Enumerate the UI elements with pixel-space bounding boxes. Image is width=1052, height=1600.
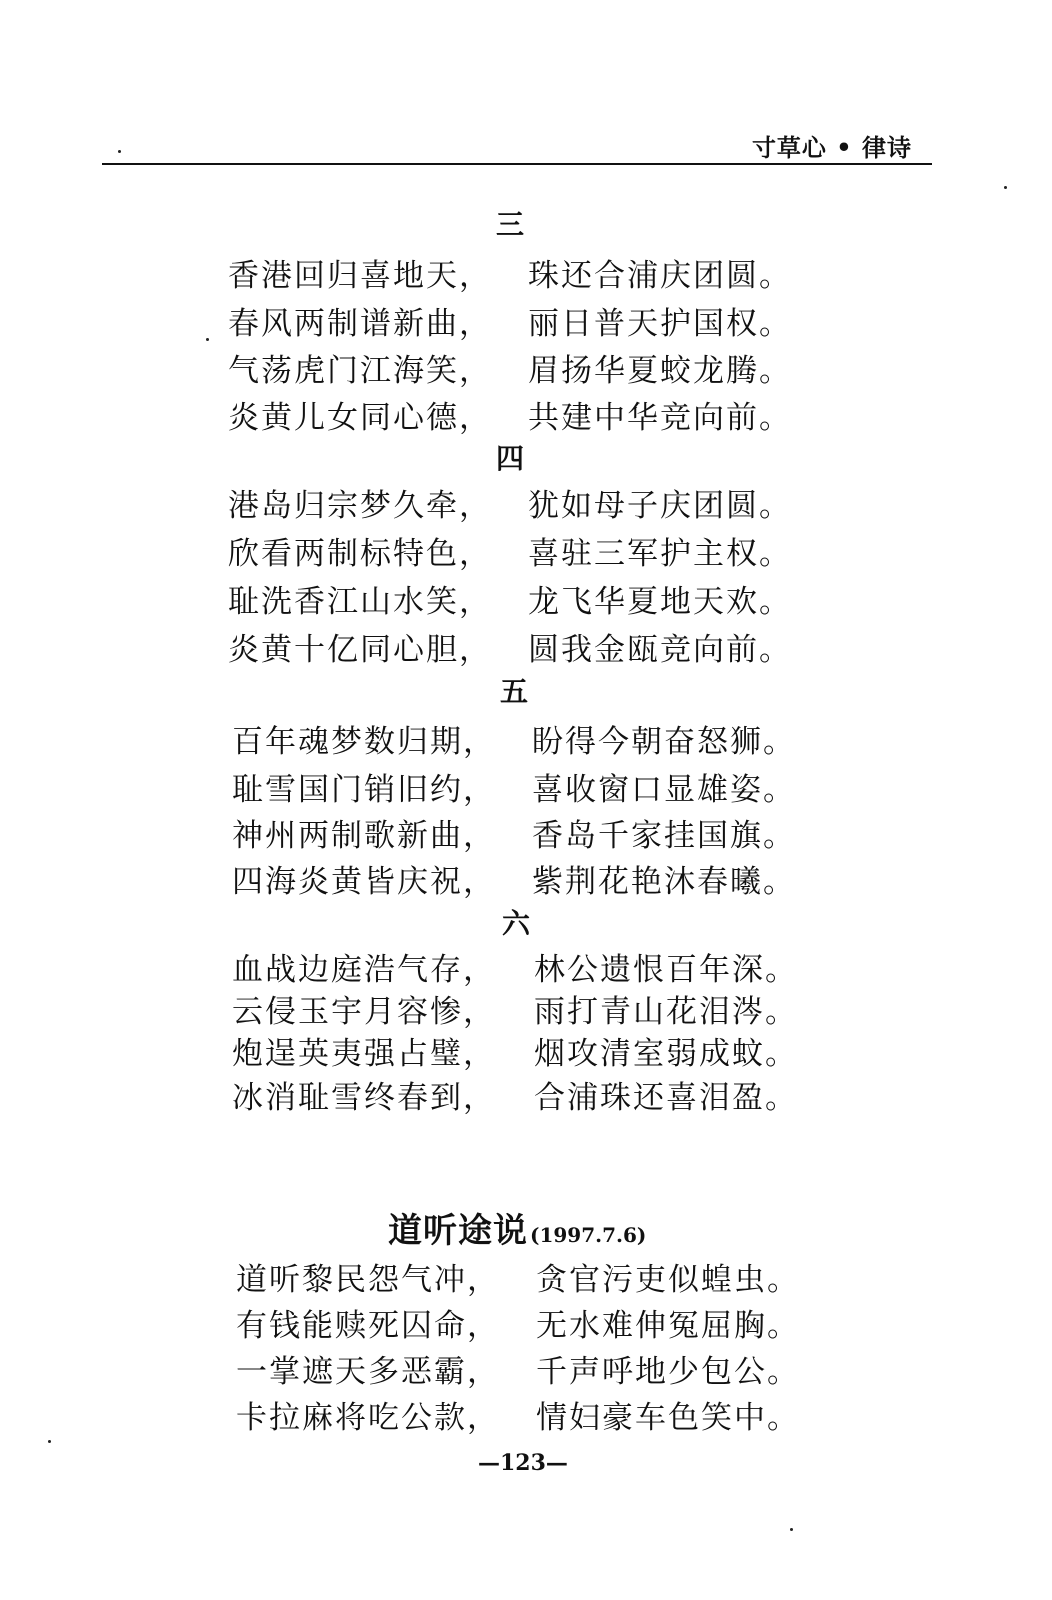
verse-left: 道听黎民怨气冲， <box>236 1262 500 1298</box>
scan-speck <box>790 1528 793 1531</box>
scan-speck <box>1004 186 1007 189</box>
verse-right: 香岛千家挂国旗。 <box>532 818 796 854</box>
verse-left: 欣看两制标特色， <box>228 536 492 572</box>
verse-left: 春风两制谱新曲， <box>228 306 492 342</box>
verse-left: 香港回归喜地天， <box>228 258 492 294</box>
scan-speck <box>206 338 209 341</box>
verse-right: 合浦珠还喜泪盈。 <box>534 1080 798 1116</box>
verse-right: 烟攻清室弱成蚊。 <box>534 1036 798 1072</box>
verse-right: 无水难伸冤屈胸。 <box>536 1308 800 1344</box>
section-number: 四 <box>495 442 524 475</box>
verse-left: 有钱能赎死囚命， <box>236 1308 500 1344</box>
poem-title <box>388 1203 646 1252</box>
verse-right: 圆我金瓯竞向前。 <box>528 632 792 668</box>
poem-date: (1997.7.6) <box>530 1223 647 1247</box>
verse-right: 珠还合浦庆团圆。 <box>528 258 792 294</box>
verse-left: 百年魂梦数归期， <box>232 724 496 760</box>
verse-right: 千声呼地少包公。 <box>536 1354 800 1390</box>
verse-right: 紫荆花艳沐春曦。 <box>532 864 796 900</box>
verse-right: 盼得今朝奋怒狮。 <box>532 724 796 760</box>
verse-left: 四海炎黄皆庆祝， <box>232 864 496 900</box>
verse-right: 喜收窗口显雄姿。 <box>532 772 796 808</box>
verse-right: 雨打青山花泪涔。 <box>534 994 798 1030</box>
page-number: —123— <box>478 1450 568 1476</box>
verse-left: 气荡虎门江海笑， <box>228 353 492 389</box>
verse-right: 龙飞华夏地天欢。 <box>528 584 792 620</box>
verse-right: 丽日普天护国权。 <box>528 306 792 342</box>
verse-left: 耻雪国门销旧约， <box>232 772 496 808</box>
scan-speck <box>118 150 121 153</box>
verse-left: 血战边庭浩气存， <box>232 952 496 988</box>
verse-right: 贪官污吏似蝗虫。 <box>536 1262 800 1298</box>
verse-left: 耻洗香江山水笑， <box>228 584 492 620</box>
header-rule <box>102 163 932 165</box>
verse-left: 港岛归宗梦久牵， <box>228 488 492 524</box>
verse-left: 炮逞英夷强占璧， <box>232 1036 496 1072</box>
running-header-title: 寸草心 • 律诗 <box>751 133 912 162</box>
section-number: 五 <box>499 675 528 708</box>
verse-left: 炎黄十亿同心胆， <box>228 632 492 668</box>
verse-right: 共建中华竞向前。 <box>528 400 792 436</box>
verse-left: 冰消耻雪终春到， <box>232 1080 496 1116</box>
verse-left: 云侵玉宇月容惨， <box>232 994 496 1030</box>
verse-left: 炎黄儿女同心德， <box>228 400 492 436</box>
verse-left: 一掌遮天多恶霸， <box>236 1354 500 1390</box>
verse-right: 眉扬华夏蛟龙腾。 <box>528 353 792 389</box>
scan-speck <box>48 1440 51 1443</box>
poem-title-text: 道听途说 <box>388 1211 528 1251</box>
verse-left: 卡拉麻将吃公款， <box>236 1400 500 1436</box>
section-number: 三 <box>495 208 524 241</box>
verse-right: 情妇豪车色笑中。 <box>536 1400 800 1436</box>
verse-left: 神州两制歌新曲， <box>232 818 496 854</box>
verse-right: 喜驻三军护主权。 <box>528 536 792 572</box>
section-number: 六 <box>501 907 530 940</box>
verse-right: 林公遗恨百年深。 <box>534 952 798 988</box>
verse-right: 犹如母子庆团圆。 <box>528 488 792 524</box>
